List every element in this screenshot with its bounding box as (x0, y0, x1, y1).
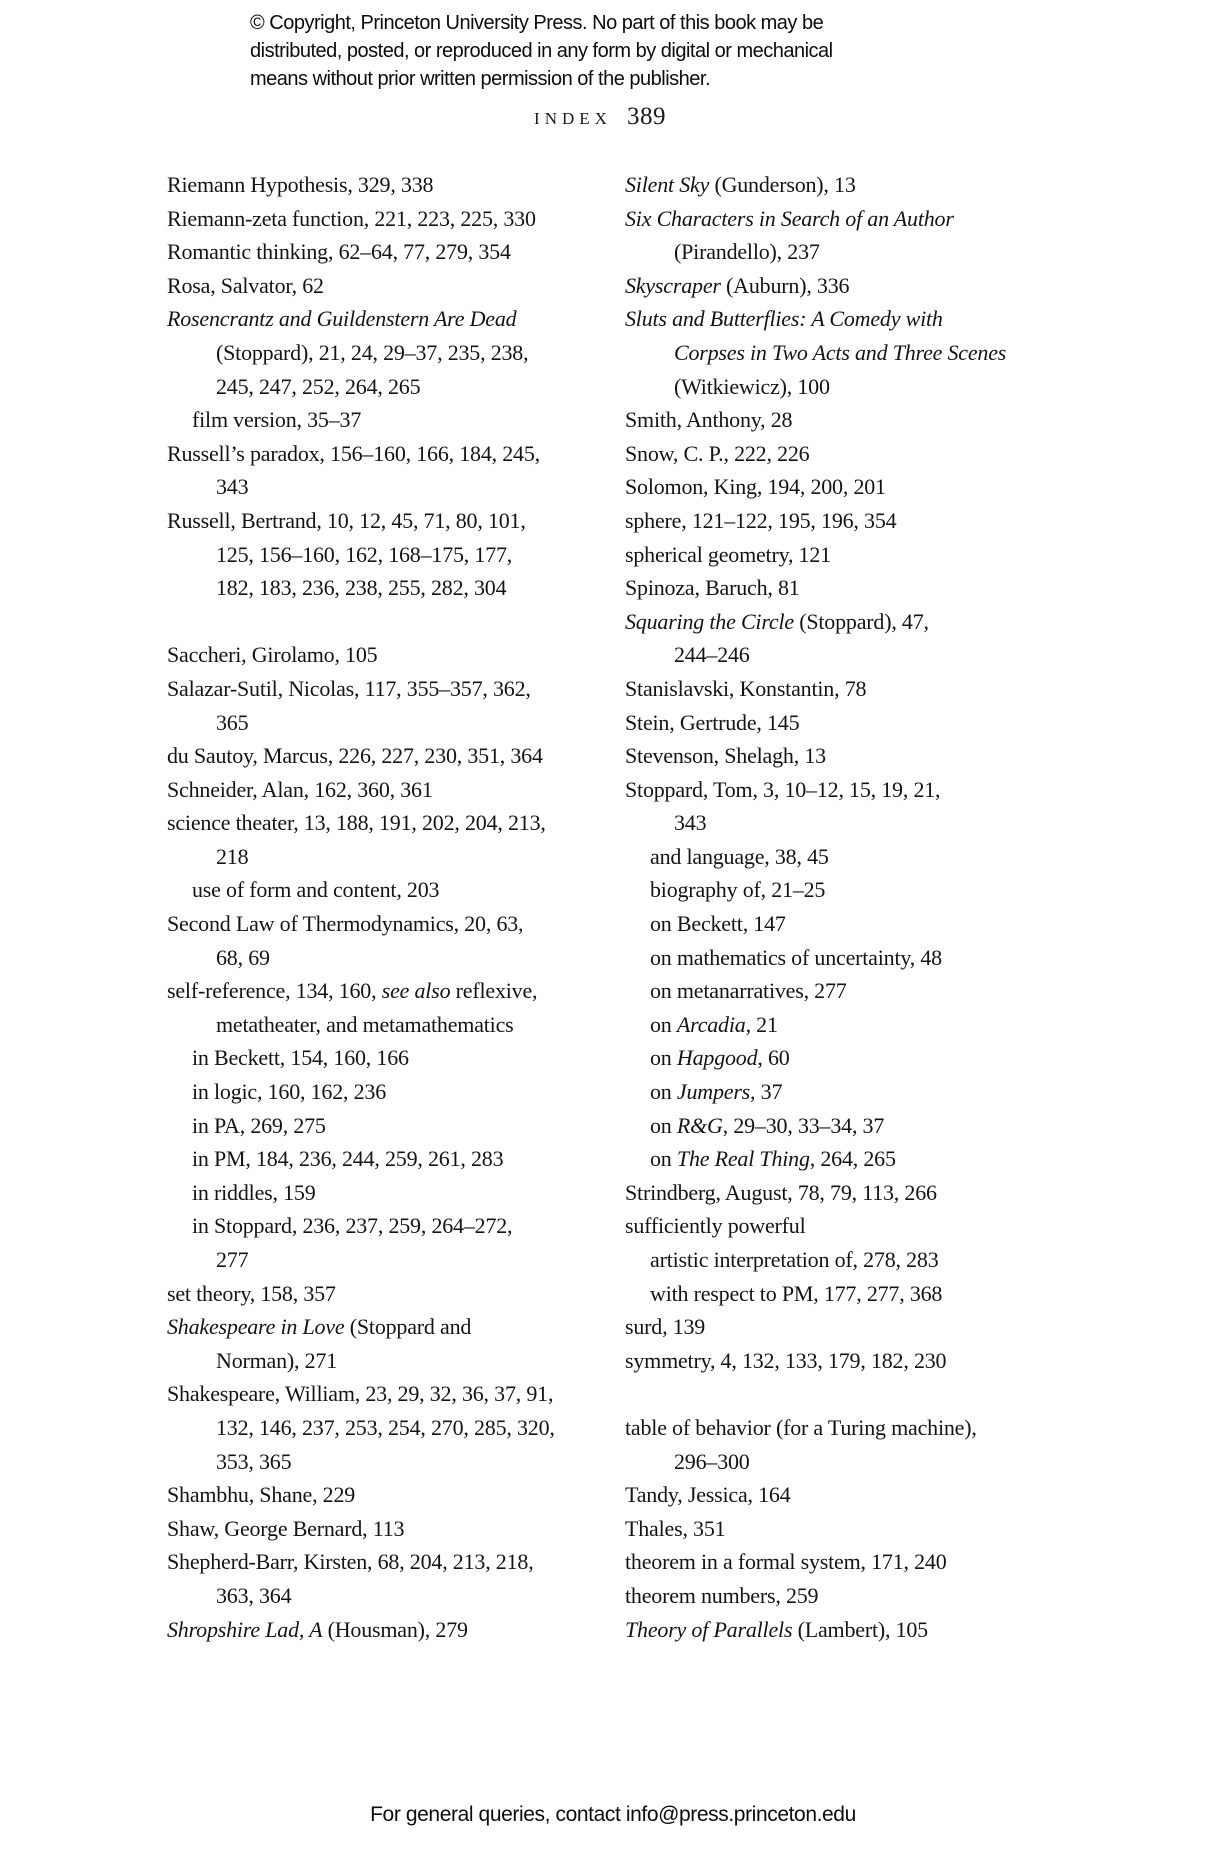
index-entry-text: Russell, Bertrand, 10, 12, 45, 71, 80, 101, (167, 507, 526, 533)
index-entry-line (167, 168, 623, 202)
index-entry-line (167, 538, 623, 572)
index-entry-text: Shaw, George Bernard, 113 (167, 1515, 405, 1541)
index-entry-text: (Housman), 279 (322, 1616, 468, 1642)
index-entry-text: self-reference, 134, 160, (167, 978, 382, 1004)
index-entry-line (625, 974, 1215, 1008)
index-entry-text: Norman), 271 (216, 1347, 338, 1373)
index-entry-italic-text: Jumpers (676, 1079, 751, 1105)
index-entry-text: Shepherd-Barr, Kirsten, 68, 204, 213, 218, (167, 1549, 534, 1575)
index-entry-text: on (650, 1011, 677, 1037)
index-entry-text: artistic interpretation of, 278, 283 (650, 1247, 939, 1272)
index-entry-text: biography of, 21–25 (650, 877, 826, 903)
index-entry-line (167, 269, 623, 303)
index-entry-text: , 21 (745, 1011, 778, 1037)
index-entry-text: Tandy, Jessica, 164 (625, 1482, 791, 1508)
index-entry-line (167, 941, 623, 975)
index-entry-italic-text: Theory of Parallels (625, 1616, 793, 1642)
index-entry-text: Rosa, Salvator, 62 (167, 272, 324, 298)
index-entry-text: 343 (674, 810, 707, 836)
index-entry-line (167, 638, 623, 672)
index-entry-text: film version, 35–37 (192, 407, 362, 433)
index-entry-line (625, 941, 1215, 975)
index-entry-text: 343 (216, 474, 249, 500)
index-entry-text: symmetry, 4, 132, 133, 179, 182, 230 (625, 1347, 947, 1373)
index-entry-italic-text: Silent Sky (625, 172, 710, 197)
index-entry-line (625, 605, 1215, 639)
index-entry-line (167, 1277, 623, 1311)
index-entry-text: Stein, Gertrude, 145 (625, 709, 800, 735)
index-column-left (167, 168, 623, 1646)
index-entry-italic-text: R&G (676, 1112, 723, 1138)
index-entry-text: Riemann-zeta function, 221, 223, 225, 330 (167, 205, 536, 231)
index-entry-line (167, 1478, 623, 1512)
index-entry-line (167, 1176, 623, 1210)
index-entry-line (167, 571, 623, 605)
index-entry-text: Romantic thinking, 62–64, 77, 279, 354 (167, 239, 511, 265)
index-entry-text: Snow, C. P., 222, 226 (625, 440, 810, 466)
index-entry-line (167, 336, 623, 370)
index-entry-line (625, 1008, 1215, 1042)
index-entry-italic-text: Shropshire Lad, A (167, 1616, 323, 1642)
index-entry-line (625, 1209, 1215, 1243)
index-entry-italic-text: Corpses in Two Acts and Three Scenes (674, 339, 1007, 365)
index-entry-italic-text: Arcadia (676, 1011, 746, 1037)
index-column-right (625, 168, 1215, 1646)
index-entry-text: on (650, 1079, 677, 1105)
index-entry-line (167, 1310, 623, 1344)
copyright-line: distributed, posted, or reproduced in any form by digital or mechanical (250, 40, 833, 62)
index-entry-line (625, 773, 1215, 807)
index-entry-text: , 264, 265 (809, 1146, 896, 1172)
index-entry-line (625, 1142, 1215, 1176)
index-entry-text: (Witkiewicz), 100 (674, 373, 830, 399)
index-entry-line (167, 1512, 623, 1546)
index-entry-line (625, 638, 1215, 672)
index-entry-text: Russell’s paradox, 156–160, 166, 184, 245, (167, 440, 540, 466)
index-entry-text: table of behavior (for a Turing machine), (625, 1414, 977, 1440)
index-entry-line (167, 873, 623, 907)
index-entry-text: (Pirandello), 237 (674, 239, 820, 265)
index-entry-text: science theater, 13, 188, 191, 202, 204, 213, (167, 810, 546, 836)
index-entry-line (167, 1041, 623, 1075)
index-entry-text: use of form and content, 203 (192, 877, 440, 903)
index-entry-italic-text: Hapgood (676, 1045, 758, 1071)
index-entry-line (167, 907, 623, 941)
index-entry-line (167, 437, 623, 471)
index-entry-line (167, 1109, 623, 1143)
index-entry-line (625, 437, 1215, 471)
index-entry-text: du Sautoy, Marcus, 226, 227, 230, 351, 364 (167, 743, 543, 769)
index-entry-line (625, 403, 1215, 437)
index-entry-line (625, 1344, 1215, 1378)
index-entry-text: set theory, 158, 357 (167, 1280, 336, 1306)
footer-contact: For general queries, contact info@press.princeton.edu (370, 1803, 856, 1826)
index-entry-text: on metanarratives, 277 (650, 978, 847, 1004)
index-entry-text: on Beckett, 147 (650, 911, 786, 937)
index-entry-line (625, 202, 1215, 236)
index-entry-text: 182, 183, 236, 238, 255, 282, 304 (216, 575, 507, 601)
index-entry-text: and language, 38, 45 (650, 843, 829, 869)
index-entry-text: 365 (216, 709, 249, 735)
index-entry-text: Stevenson, Shelagh, 13 (625, 743, 826, 769)
index-entry-text: Salazar-Sutil, Nicolas, 117, 355–357, 362, (167, 675, 531, 701)
index-entry-line (625, 1277, 1215, 1311)
index-entry-line (625, 504, 1215, 538)
index-entry-text: 353, 365 (216, 1448, 292, 1474)
index-entry-line (625, 302, 1215, 336)
index-entry-text: (Stoppard), 21, 24, 29–37, 235, 238, (216, 339, 529, 365)
index-entry-line (167, 470, 623, 504)
index-entry-text: (Lambert), 105 (792, 1616, 928, 1642)
index-entry-line (167, 370, 623, 404)
index-entry-line (625, 538, 1215, 572)
index-entry-line (625, 1411, 1215, 1445)
index-entry-italic-text: Squaring the Circle (625, 608, 794, 634)
index-entry-line (625, 269, 1215, 303)
copyright-line: © Copyright, Princeton University Press. No part of this book may be (250, 12, 824, 34)
index-entry-text: in PA, 269, 275 (192, 1112, 326, 1138)
index-entry-line (625, 907, 1215, 941)
index-entry-text: (Gunderson), 13 (709, 172, 856, 197)
index-entry-text: in riddles, 159 (192, 1179, 316, 1205)
index-entry-text: 125, 156–160, 162, 168–175, 177, (216, 541, 513, 567)
index-entry-text: 132, 146, 237, 253, 254, 270, 285, 320, (216, 1414, 555, 1440)
index-entry-text: reflexive, (450, 978, 538, 1004)
index-entry-line (625, 840, 1215, 874)
index-entry-line (167, 504, 623, 538)
index-entry-line (625, 571, 1215, 605)
index-entry-text: Smith, Anthony, 28 (625, 407, 793, 433)
index-entry-text: Second Law of Thermodynamics, 20, 63, (167, 911, 524, 937)
index-entry-text: on (650, 1045, 677, 1071)
index-entry-line (167, 1579, 623, 1613)
index-entry-text: 277 (216, 1247, 249, 1272)
index-entry-text: Strindberg, August, 78, 79, 113, 266 (625, 1179, 937, 1205)
index-entry-text: on mathematics of uncertainty, 48 (650, 944, 942, 970)
index-entry-line (167, 1545, 623, 1579)
index-entry-text: (Stoppard and (344, 1314, 472, 1340)
index-entry-line (625, 370, 1215, 404)
index-entry-text: theorem numbers, 259 (625, 1582, 819, 1608)
index-entry-line (167, 302, 623, 336)
index-entry-line (167, 739, 623, 773)
index-entry-text: , 29–30, 33–34, 37 (722, 1112, 885, 1138)
index-entry-line (625, 1445, 1215, 1479)
index-entry-text: in PM, 184, 236, 244, 259, 261, 283 (192, 1146, 504, 1172)
index-entry-text: Stanislavski, Konstantin, 78 (625, 675, 867, 701)
index-entry-line (167, 840, 623, 874)
index-entry-italic-text: Six Characters in Search of an Author (625, 205, 954, 231)
index-entry-line (167, 403, 623, 437)
index-entry-text: Riemann Hypothesis, 329, 338 (167, 172, 434, 197)
index-entry-line (167, 1209, 623, 1243)
index-entry-line (625, 470, 1215, 504)
index-entry-line (625, 672, 1215, 706)
index-entry-text: spherical geometry, 121 (625, 541, 831, 567)
index-entry-line (625, 1478, 1215, 1512)
index-entry-text: surd, 139 (625, 1314, 706, 1340)
index-entry-italic-text: The Real Thing (676, 1146, 810, 1172)
index-entry-text: 68, 69 (216, 944, 270, 970)
index-entry-line (625, 706, 1215, 740)
index-entry-text: Schneider, Alan, 162, 360, 361 (167, 776, 433, 802)
index-entry-line (167, 806, 623, 840)
index-entry-line (625, 739, 1215, 773)
index-entry-line (167, 1008, 623, 1042)
index-entry-text: sphere, 121–122, 195, 196, 354 (625, 507, 897, 533)
index-entry-line (167, 202, 623, 236)
index-entry-line (625, 1545, 1215, 1579)
index-entry-text: Thales, 351 (625, 1515, 726, 1541)
index-entry-text: in logic, 160, 162, 236 (192, 1079, 387, 1105)
index-entry-text: on (650, 1112, 677, 1138)
index-entry-text: theorem in a formal system, 171, 240 (625, 1549, 947, 1575)
index-entry-text: (Stoppard), 47, (793, 608, 929, 634)
index-entry-italic-text: Skyscraper (625, 272, 721, 298)
index-entry-text: with respect to PM, 177, 277, 368 (650, 1280, 943, 1306)
index-entry-line (625, 1041, 1215, 1075)
index-entry-line (625, 1176, 1215, 1210)
index-entry-line (167, 773, 623, 807)
index-entry-line (625, 1512, 1215, 1546)
index-entry-text: metatheater, and metamathematics (216, 1011, 514, 1037)
index-entry-line (625, 1243, 1215, 1277)
index-entry-text: Shambhu, Shane, 229 (167, 1482, 356, 1508)
index-entry-italic-text: Rosencrantz and Guildenstern Are Dead (167, 306, 517, 332)
index-entry-italic-text: Sluts and Butterflies: A Comedy with (625, 306, 943, 332)
index-entry-line (167, 1445, 623, 1479)
index-entry-line (625, 1613, 1215, 1647)
index-entry-text: Saccheri, Girolamo, 105 (167, 642, 378, 668)
index-entry-line (625, 168, 1215, 202)
index-entry-line (625, 1109, 1215, 1143)
index-entry-line (167, 1411, 623, 1445)
index-entry-line (167, 974, 623, 1008)
index-entry-text: in Beckett, 154, 160, 166 (192, 1045, 409, 1071)
index-entry-text: (Auburn), 336 (720, 272, 850, 298)
index-entry-text: in Stoppard, 236, 237, 259, 264–272, (192, 1213, 513, 1239)
index-entry-line (625, 1310, 1215, 1344)
copyright-line: means without prior written permission of the publisher. (250, 68, 711, 90)
index-entry-line (625, 336, 1215, 370)
index-title: INDEX (534, 109, 612, 128)
index-entry-line (167, 1075, 623, 1109)
index-entry-text: 244–246 (674, 642, 750, 668)
index-entry-text: 363, 364 (216, 1582, 292, 1608)
index-entry-line (625, 235, 1215, 269)
index-entry-text: Solomon, King, 194, 200, 201 (625, 474, 886, 500)
index-entry-line (167, 706, 623, 740)
index-entry-line (625, 1579, 1215, 1613)
index-entry-italic-text: see also (381, 978, 451, 1004)
index-entry-text: Shakespeare, William, 23, 29, 32, 36, 37, 91, (167, 1381, 554, 1407)
index-entry-text: 245, 247, 252, 264, 265 (216, 373, 421, 399)
index-entry-text: 218 (216, 843, 249, 869)
index-entry-text: sufficiently powerful (625, 1213, 806, 1239)
index-entry-line (167, 1377, 623, 1411)
index-entry-text: on (650, 1146, 677, 1172)
index-entry-text: Spinoza, Baruch, 81 (625, 575, 800, 601)
section-gap (625, 1377, 1215, 1411)
index-entry-line (167, 1344, 623, 1378)
index-entry-line (625, 873, 1215, 907)
section-gap (167, 605, 623, 639)
index-entry-text: , 60 (757, 1045, 790, 1071)
running-head (534, 103, 666, 131)
index-entry-line (167, 672, 623, 706)
index-entry-italic-text: Shakespeare in Love (167, 1314, 345, 1340)
index-entry-line (167, 1243, 623, 1277)
index-entry-text: , 37 (750, 1079, 783, 1105)
index-entry-line (625, 806, 1215, 840)
index-entry-text: 296–300 (674, 1448, 750, 1474)
index-entry-line (167, 1142, 623, 1176)
index-entry-line (167, 235, 623, 269)
copyright-notice (250, 9, 833, 93)
index-entry-text: Stoppard, Tom, 3, 10–12, 15, 19, 21, (625, 776, 941, 802)
index-entry-line (625, 1075, 1215, 1109)
index-entry-line (167, 1613, 623, 1647)
page-number: 389 (626, 103, 666, 130)
